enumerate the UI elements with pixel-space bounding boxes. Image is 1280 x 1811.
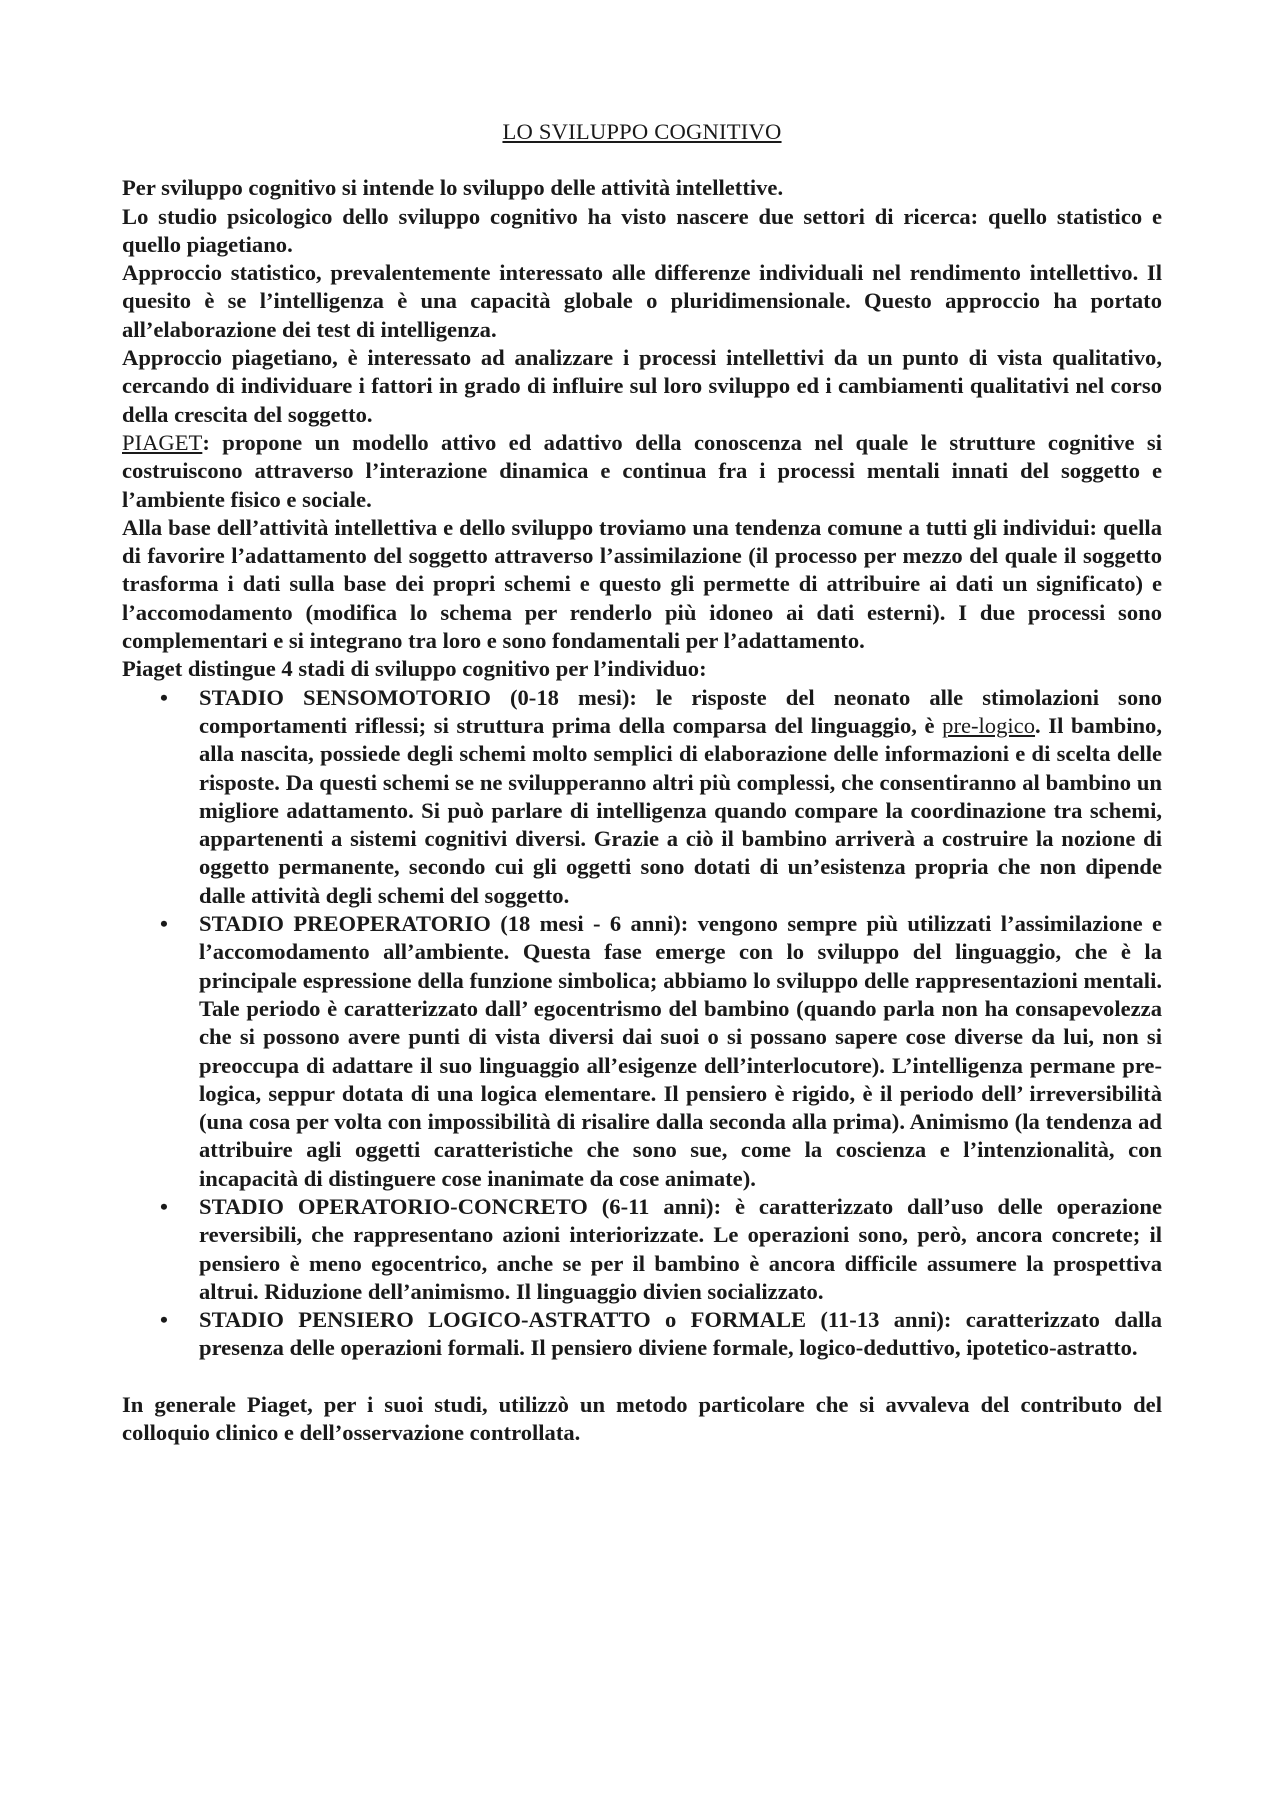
list-item bbox=[122, 1306, 1162, 1363]
list-item bbox=[122, 910, 1162, 1193]
bullet-icon: • bbox=[160, 911, 168, 937]
stage-sensorimotor-text-cont: . Il bambino, alla nascita, possiede degli schemi molto semplici di elaborazione delle informazioni e di scelta delle risposte. Da questi schemi se ne svilupperanno altri più complessi, che consentiranno al bambino un migliore adattamento. Si può parlare di intelligenza quando compare la coordinazione tra schemi, appartenenti a sistemi cognitivi diversi. Grazie a ciò il bambino arriverà a costruire la nozione di oggetto permanente, secondo cui gli oggetti sono dotati di un’esistenza propria che non dipende dalle attività degli schemi del soggetto. bbox=[199, 712, 1162, 908]
list-item bbox=[122, 1193, 1162, 1306]
stage-concrete-operational-text: STADIO OPERATORIO-CONCRETO (6-11 anni): è caratterizzato dall’uso delle operazione reversibili, che rappresentano azioni interiorizzate. Le operazioni sono, però, ancora concrete; il pensiero è meno egocentrico, anche se per il bambino è ancora difficile assumere la prospettiva altrui. Riduzione dell’animismo. Il linguaggio divien socializzato. bbox=[199, 1193, 1162, 1304]
document-title: LO SVILUPPO COGNITIVO bbox=[502, 119, 782, 144]
stage-formal-operational-text: STADIO PENSIERO LOGICO-ASTRATTO o FORMALE (11-13 anni): caratterizzato dalla presenza delle operazioni formali. Il pensiero diviene formale, logico-deduttivo, ipotetico-astratto. bbox=[199, 1307, 1162, 1361]
paragraph-piaget-model bbox=[122, 429, 1162, 514]
paragraph-definition: Per sviluppo cognitivo si intende lo sviluppo delle attività intellettive. bbox=[122, 175, 784, 201]
paragraph-piagetian-approach: Approccio piagetiano, è interessato ad analizzare i processi intellettivi da un punto di vista qualitativo, cercando di individuare i fattori in grado di influire sul loro sviluppo ed i cambiamenti qualitativi nel corso della crescita del soggetto. bbox=[122, 345, 1162, 427]
stages-list bbox=[122, 684, 1162, 1363]
document-page bbox=[122, 118, 1162, 1447]
paragraph-stages-intro: Piaget distingue 4 stadi di sviluppo cognitivo per l’individuo: bbox=[122, 656, 707, 682]
paragraph-conclusion: In generale Piaget, per i suoi studi, utilizzò un metodo particolare che si avvaleva del contributo del colloquio clinico e dell’osservazione controllata. bbox=[122, 1391, 1162, 1446]
list-item bbox=[122, 684, 1162, 910]
bullet-icon: • bbox=[160, 1307, 168, 1333]
paragraph-research-fields: Lo studio psicologico dello sviluppo cognitivo ha visto nascere due settori di ricerca: quello statistico e quello piagetiano. bbox=[122, 203, 1162, 257]
pre-logico-term: pre-logico bbox=[942, 712, 1036, 738]
paragraph-adaptation: Alla base dell’attività intellettiva e dello sviluppo troviamo una tendenza comune a tutti gli individui: quella di favorire l’adattamento del soggetto attraverso l’assimilazione (il processo per mezzo del quale il soggetto trasforma i dati sulla base dei propri schemi e questo gli permette di attribuire ai dati un significato) e l’accomodamento (modifica lo schema per renderlo più idoneo ai dati esterni). I due processi sono complementari e si integrano tra loro e sono fondamentali per l’adattamento. bbox=[122, 514, 1162, 654]
paragraph-statistical-approach: Approccio statistico, prevalentemente interessato alle differenze individuali nel rendimento intellettivo. Il quesito è se l’intelligenza è una capacità globale o pluridimensionale. Questo approccio ha portato all’elaborazione dei test di intelligenza. bbox=[122, 260, 1162, 342]
stage-preoperational-text: STADIO PREOPERATORIO (18 mesi - 6 anni): vengono sempre più utilizzati l’assimilazione e l’accomodamento all’ambiente. Questa fase emerge con lo sviluppo del linguaggio, che è la principale espressione della funzione simbolica; abbiamo lo sviluppo delle rappresentazioni mentali. Tale periodo è caratterizzato dall’ egocentrismo del bambino (quando parla non ha consapevolezza che si possono avere punti di vista diversi dai suoi o si possano sapere cose diverse da lui, non si preoccupa di adattare il suo linguaggio all’esigenze dell’interlocutore). L’intelligenza permane pre-logica, seppur dotata di una logica elementare. Il pensiero è rigido, è il periodo dell’ irreversibilità (una cosa per volta con impossibilità di risalire dalla seconda alla prima). Animismo (la tendenza ad attribuire agli oggetti caratteristiche che sono sue, come la coscienza e l’intenzionalità, con incapacità di distinguere cose inanimate da cose animate). bbox=[199, 911, 1162, 1191]
bullet-icon: • bbox=[160, 1193, 168, 1219]
piaget-model-text: : propone un modello attivo ed adattivo della conoscenza nel quale le strutture cognitive si costruiscono attraverso l’interazione dinamica e continua fra i processi mentali innati del soggetto e l’ambiente fisico e sociale. bbox=[122, 429, 1162, 512]
bullet-icon: • bbox=[160, 684, 168, 710]
stage-sensorimotor-text: STADIO SENSOMOTORIO (0-18 mesi): le risposte del neonato alle stimolazioni sono comportamenti riflessi; si struttura prima della comparsa del linguaggio, è bbox=[199, 684, 1162, 738]
piaget-label: PIAGET bbox=[122, 429, 203, 455]
spacer bbox=[122, 1363, 1162, 1391]
